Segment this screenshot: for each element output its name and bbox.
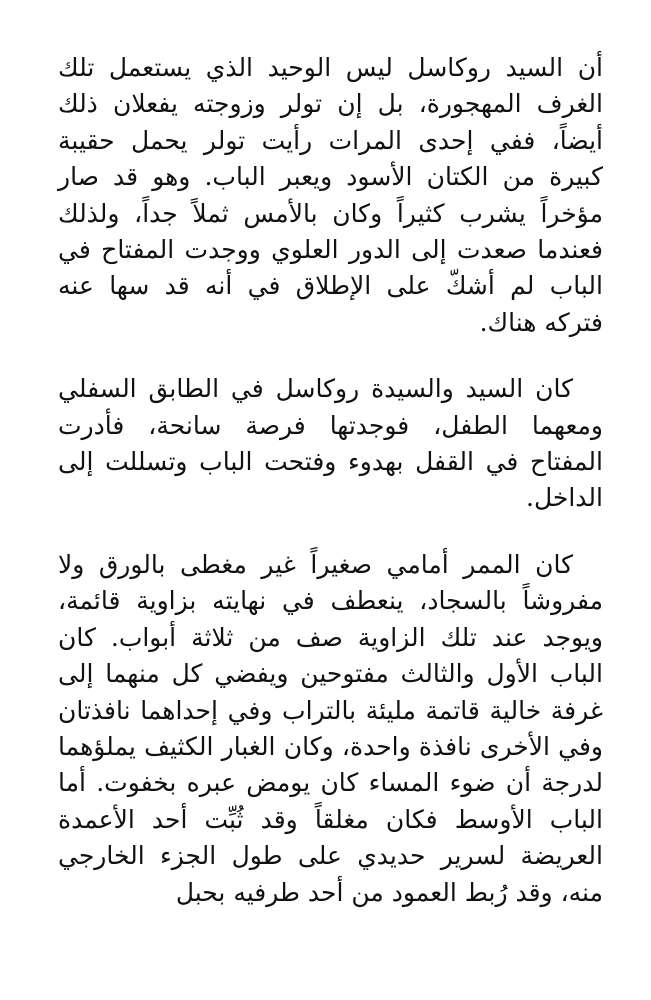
paragraph-2-text: كان السيد والسيدة روكاسل في الطابق السفلي ومعهما الطفل، فوجدتها فرصة سانحة، فأدرت المفتاح في القفل بهدوء وفتحت الباب وتسللت إلى الداخل. <box>58 374 603 513</box>
paragraph-3 <box>58 547 603 911</box>
paragraph-1-text: أن السيد روكاسل ليس الوحيد الذي يستعمل تلك الغرف المهجورة، بل إن تولر وزوجته يفعلان ذلك أيضاً، ففي إحدى المرات رأيت تولر يحمل حقيبة كبيرة من الكتان الأسود ويعبر الباب. وهو قد صار مؤخراً يشرب كثيراً وكان بالأمس ثملاً جداً، ولذلك فعندما صعدت إلى الدور العلوي ووجدت المفتاح في الباب لم أشكّ على الإطلاق في أنه قد سها عنه فتركه هناك. <box>58 53 603 337</box>
paragraph-3-text: كان الممر أمامي صغيراً غير مغطى بالورق ولا مفروشاً بالسجاد، ينعطف في نهايته بزاوية قائمة، ويوجد عند تلك الزاوية صف من ثلاثة أبواب. كان الباب الأول والثالث مفتوحين ويفضي كل منهما إلى غرفة خالية قاتمة مليئة بالتراب وفي إحداهما نافذتان وفي الأخرى نافذة واحدة، وكان الغبار الكثيف يملؤهما لدرجة أن ضوء المساء كان يومض عبره بخفوت. أما الباب الأوسط فكان مغلقاً وقد ثُبِّت أحد الأعمدة العريضة لسرير حديدي على طول الجزء الخارجي منه، وقد رُبط العمود من أحد طرفيه بحبل <box>58 549 603 907</box>
paragraph-1 <box>58 50 603 341</box>
paragraph-2 <box>58 371 603 517</box>
